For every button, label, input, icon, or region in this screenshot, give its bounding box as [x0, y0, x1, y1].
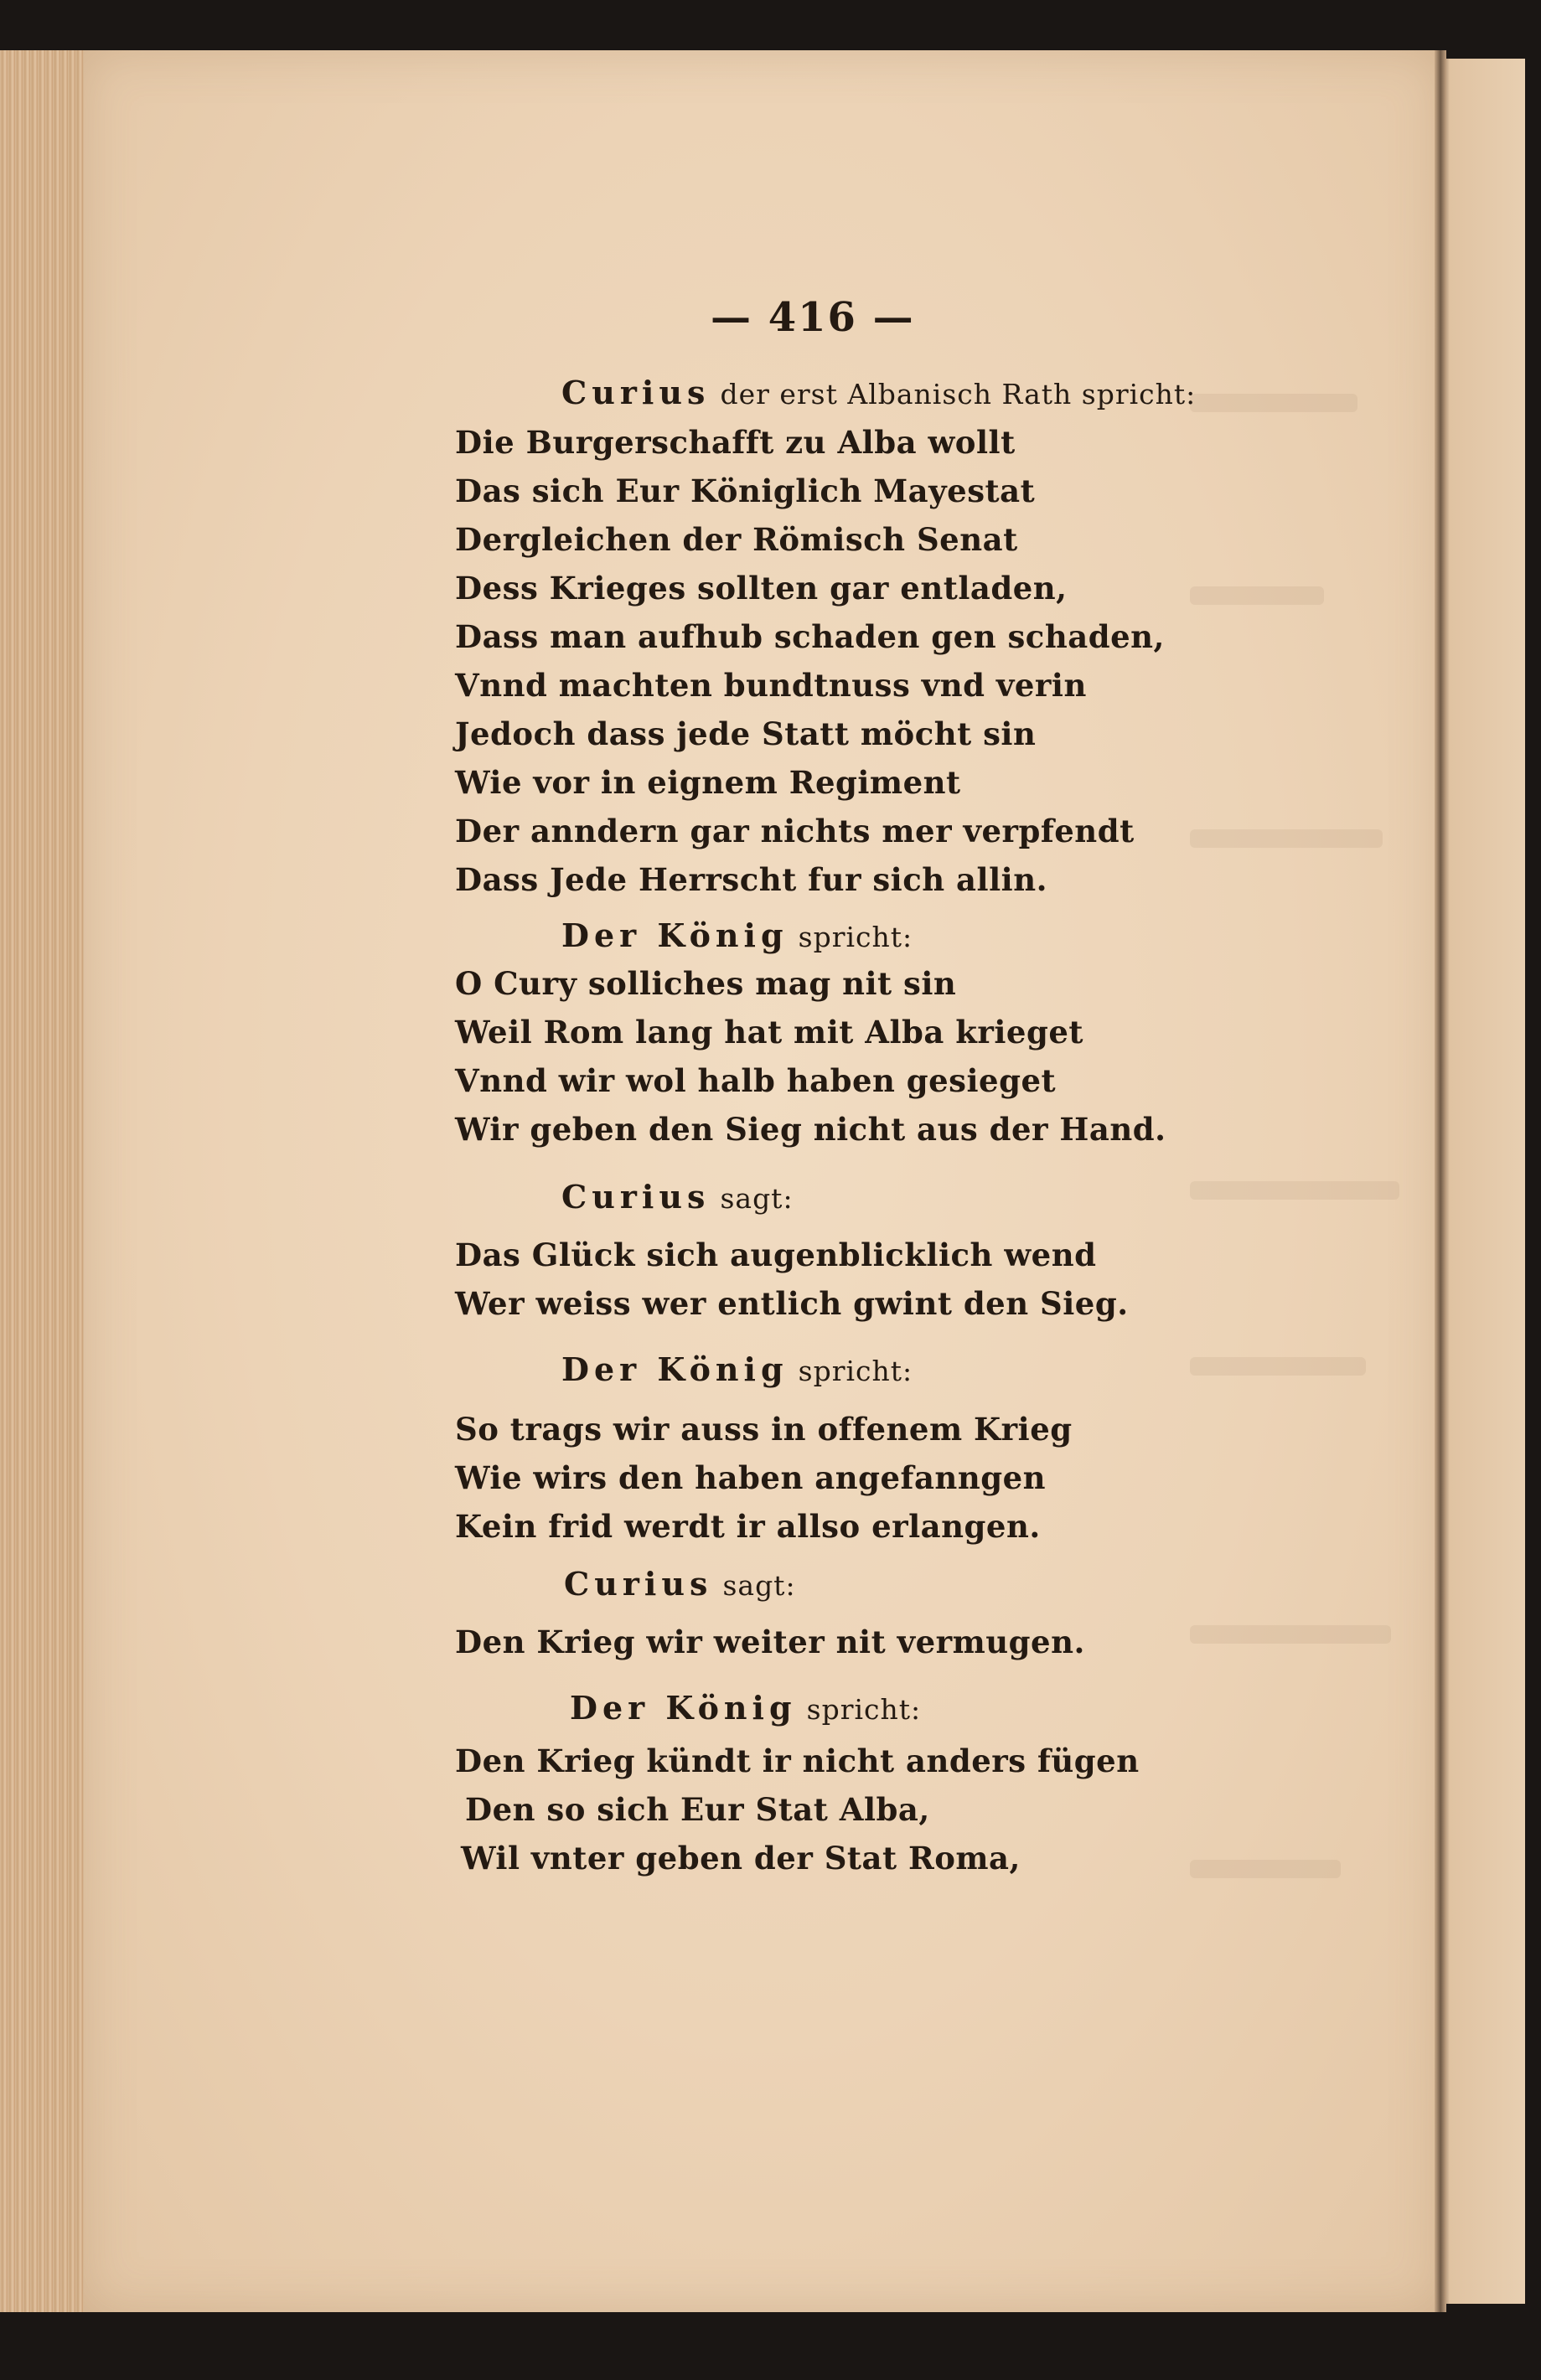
bleed-through-mark — [1190, 1625, 1391, 1644]
verse-line: Jedoch dass jede Statt möcht sin — [455, 715, 1037, 752]
verse-line: Dergleichen der Römisch Senat — [455, 521, 1018, 558]
speaker-name: Curius — [561, 374, 711, 411]
speaker-heading — [561, 916, 913, 954]
speaker-name: Der König — [561, 916, 789, 954]
page-stack-edge — [0, 50, 92, 2312]
speaker-heading — [561, 1350, 913, 1388]
speaker-name: Curius — [561, 1178, 711, 1216]
verse-line: Dess Krieges sollten gar entladen, — [455, 570, 1068, 607]
verse-line: Vnnd wir wol halb haben gesieget — [455, 1062, 1057, 1099]
page-gutter — [1435, 50, 1446, 2312]
speaker-name: Curius — [564, 1565, 713, 1603]
verse-line: Kein frid werdt ir allso erlangen. — [455, 1508, 1041, 1545]
speaker-action: sagt: — [720, 1182, 794, 1215]
verse-line: Wie wirs den haben angefanngen — [455, 1459, 1047, 1496]
speaker-action: spricht: — [806, 1693, 922, 1726]
verse-line: Weil Rom lang hat mit Alba krieget — [455, 1014, 1083, 1051]
verse-line: Die Burgerschafft zu Alba wollt — [455, 424, 1016, 461]
bleed-through-mark — [1190, 1357, 1366, 1376]
speaker-heading — [561, 1178, 794, 1216]
speaker-heading — [561, 374, 1197, 411]
speaker-heading — [564, 1565, 796, 1603]
verse-line: Wer weiss wer entlich gwint den Sieg. — [455, 1285, 1129, 1322]
verse-line: Wil vnter geben der Stat Roma, — [461, 1840, 1021, 1877]
speaker-name: Der König — [570, 1689, 797, 1727]
speaker-action: sagt: — [722, 1569, 796, 1602]
bleed-through-mark — [1190, 829, 1383, 848]
bleed-through-mark — [1190, 394, 1357, 412]
verse-line: Das Glück sich augenblicklich wend — [455, 1236, 1097, 1273]
verse-line: So trags wir auss in offenem Krieg — [455, 1411, 1073, 1448]
verse-line: Wir geben den Sieg nicht aus der Hand. — [455, 1111, 1166, 1148]
bleed-through-mark — [1190, 586, 1324, 605]
verse-line: Der anndern gar nichts mer verpfendt — [455, 813, 1135, 849]
bleed-through-mark — [1190, 1860, 1341, 1878]
bleed-through-mark — [1190, 1181, 1399, 1200]
page-number: — 416 — — [711, 294, 915, 341]
next-page-edge — [1441, 59, 1525, 2304]
speaker-action: spricht: — [798, 1355, 913, 1387]
verse-line: O Cury solliches mag nit sin — [455, 965, 957, 1002]
verse-line: Den Krieg kündt ir nicht anders fügen — [455, 1742, 1140, 1779]
verse-line: Das sich Eur Königlich Mayestat — [455, 472, 1036, 509]
verse-line: Den so sich Eur Stat Alba, — [465, 1791, 930, 1828]
verse-line: Dass man aufhub schaden gen schaden, — [455, 618, 1165, 655]
speaker-action: der erst Albanisch Rath spricht: — [720, 378, 1197, 410]
speaker-action: spricht: — [798, 921, 913, 953]
verse-line: Wie vor in eignem Regiment — [455, 764, 961, 801]
speaker-heading — [570, 1689, 922, 1727]
speaker-name: Der König — [561, 1350, 789, 1388]
verse-line: Vnnd machten bundtnuss vnd verin — [455, 667, 1087, 704]
verse-line: Dass Jede Herrscht fur sich allin. — [455, 861, 1047, 898]
verse-line: Den Krieg wir weiter nit vermugen. — [455, 1624, 1085, 1660]
